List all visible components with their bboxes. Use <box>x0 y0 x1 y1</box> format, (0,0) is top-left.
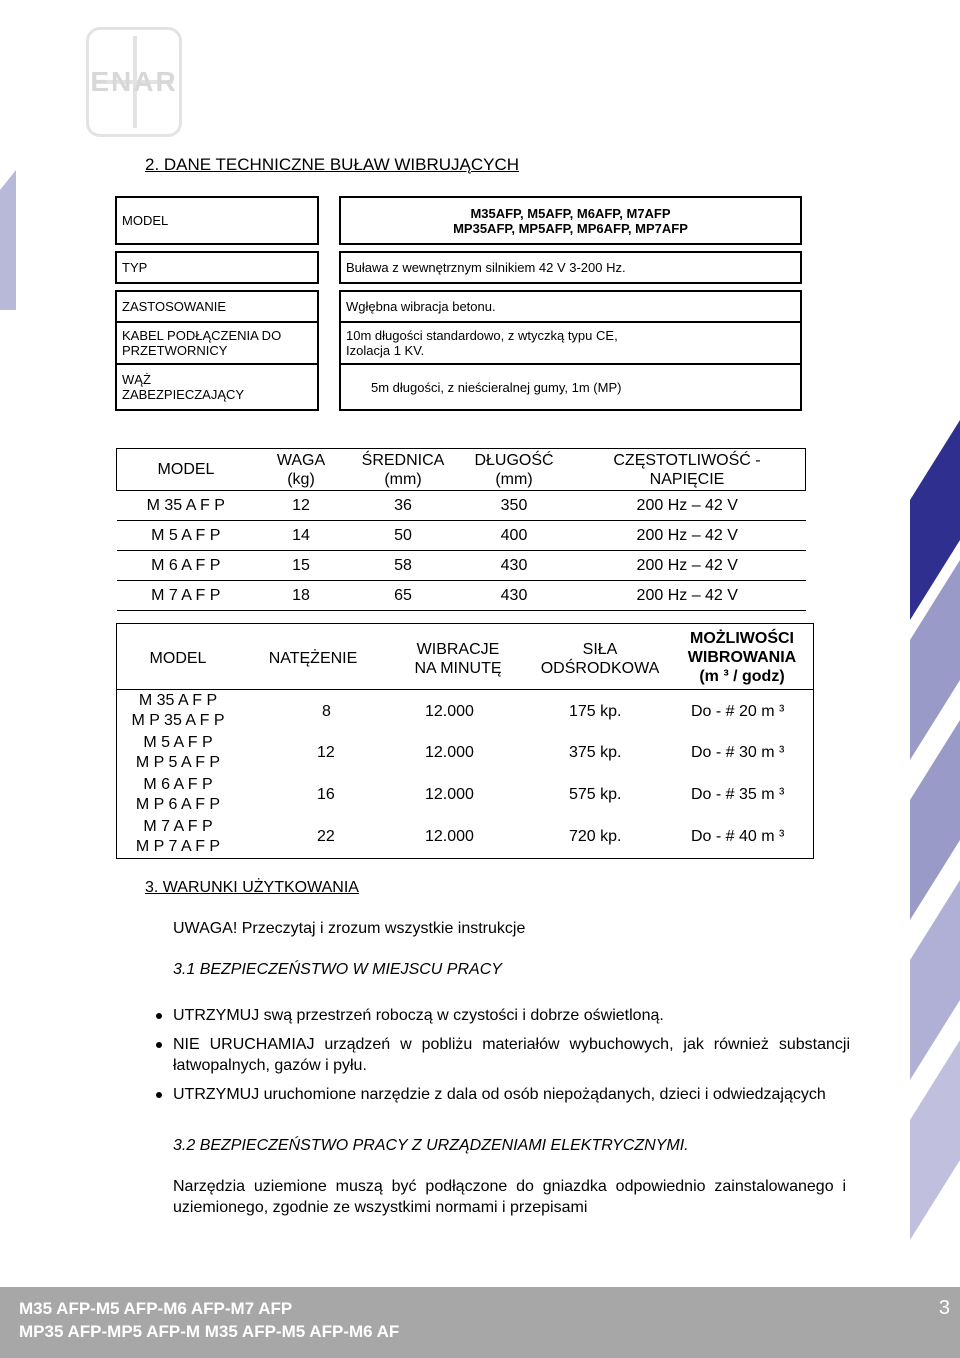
cell: 12.000 <box>425 703 474 720</box>
cell: 15 <box>292 556 310 574</box>
spec-value: Wgłębna wibracja betonu. <box>340 291 801 322</box>
section-3-title: 3. WARUNKI UŻYTKOWANIA <box>145 879 359 896</box>
table-row <box>117 581 806 611</box>
model-cell: M P 35 A F P <box>131 712 225 729</box>
spec-value: 5m długości, z nieścieralnej gumy, 1m (MP) <box>340 364 801 410</box>
footer-line-2: MP35 AFP-MP5 AFP-M M35 AFP-M5 AFP-M6 AF <box>19 1322 400 1341</box>
model-cell: M 5 A F P <box>143 734 213 751</box>
cell: 18 <box>292 586 310 604</box>
cell: 175 kp. <box>569 703 622 720</box>
cell: 65 <box>394 586 412 604</box>
col-header: DŁUGOŚĆ (mm) <box>474 451 554 488</box>
table-row <box>117 551 806 581</box>
spec-value: M35AFP, M5AFP, M6AFP, M7AFP MP35AFP, MP5AFP, MP6AFP, MP7AFP <box>340 197 801 244</box>
cell: 375 kp. <box>569 744 622 761</box>
spec-table <box>115 196 802 411</box>
model-cell: M P 7 A F P <box>135 838 221 855</box>
list-item-text: UTRZYMUJ swą przestrzeń roboczą w czystości i dobrze oświetloną. <box>173 1007 664 1024</box>
page-number: 3 <box>938 1297 950 1319</box>
cell: Do - # 30 m ³ <box>691 744 785 761</box>
dimensions-table <box>116 448 806 611</box>
cell: 200 Hz – 42 V <box>636 586 738 604</box>
cell: 16 <box>317 786 335 803</box>
list-item <box>150 1034 850 1076</box>
spec-label: KABEL PODŁĄCZENIA DO PRZETWORNICY <box>116 322 318 364</box>
right-decor-stripes <box>910 420 960 1290</box>
cell: 58 <box>394 556 412 574</box>
table-row <box>117 521 806 551</box>
cell: Do - # 35 m ³ <box>691 786 785 803</box>
col-header: WIBRACJE NA MINUTĘ <box>414 641 502 677</box>
spec-label: WĄŻ ZABEZPIECZAJĄCY <box>116 364 318 410</box>
spec-label: TYP <box>116 252 318 283</box>
cell: 350 <box>500 496 528 514</box>
model-cell: M 7 A F P <box>143 818 213 835</box>
list-item <box>150 1005 850 1026</box>
model-cell: M P 5 A F P <box>135 754 221 771</box>
warning-text: UWAGA! Przeczytaj i zrozum wszystkie instrukcje <box>173 920 526 937</box>
section-2-title: 2. DANE TECHNICZNE BUŁAW WIBRUJĄCYCH <box>145 155 520 174</box>
cell: M 6 A F P <box>151 556 221 574</box>
table-row <box>117 491 806 521</box>
cell: 12.000 <box>425 828 474 845</box>
cell: M 7 A F P <box>151 586 221 604</box>
cell: 22 <box>317 828 335 845</box>
cell: 430 <box>500 586 528 604</box>
cell: 575 kp. <box>569 786 622 803</box>
cell: M 5 A F P <box>151 526 221 544</box>
col-header: MODEL <box>149 650 207 667</box>
cell: 200 Hz – 42 V <box>636 556 738 574</box>
col-header: NATĘŻENIE <box>268 650 358 667</box>
cell: 12 <box>292 496 310 514</box>
cell: 50 <box>394 526 412 544</box>
cell: 12 <box>317 744 335 761</box>
footer-line-1: M35 AFP-M5 AFP-M6 AFP-M7 AFP <box>19 1299 293 1318</box>
cell: 12.000 <box>425 744 474 761</box>
list-item-text: UTRZYMUJ uruchomione narzędzie z dala od osób niepożądanych, dzieci i odwiedzających <box>173 1086 826 1103</box>
col-header: ŚREDNICA (mm) <box>361 451 445 488</box>
left-decor-stripe <box>0 150 16 310</box>
performance-table <box>116 623 814 859</box>
footer-bar <box>0 1287 960 1358</box>
spec-label: MODEL <box>116 197 318 244</box>
col-header: MOŻLIWOŚCI WIBROWANIA (m ³ / godz) <box>687 630 797 685</box>
cell: 8 <box>322 703 331 720</box>
spec-label: ZASTOSOWANIE <box>116 291 318 322</box>
logo <box>86 27 182 137</box>
spec-value: Buława z wewnętrznym silnikiem 42 V 3-200 Hz. <box>340 252 801 283</box>
cell: 200 Hz – 42 V <box>636 496 738 514</box>
model-cell: M P 6 A F P <box>135 796 221 813</box>
cell: 720 kp. <box>569 828 622 845</box>
model-cell: M 6 A F P <box>143 776 213 793</box>
col-header: CZĘSTOTLIWOŚĆ - NAPIĘCIE <box>613 451 761 488</box>
subsection-3-2: 3.2 BEZPIECZEŃSTWO PRACY Z URZĄDZENIAMI ELEKTRYCZNYMI. <box>173 1137 689 1154</box>
col-header: SIŁA ODŚRODKOWA <box>540 641 660 677</box>
list-item-text: NIE URUCHAMIAJ urządzeń w pobliżu materiałów wybuchowych, jak również substancji łatwopalnych, gazów i pyłu. <box>173 1036 850 1074</box>
col-header: MODEL <box>157 461 215 478</box>
subsection-3-1: 3.1 BEZPIECZEŃSTWO W MIEJSCU PRACY <box>173 961 502 978</box>
paragraph: Narzędzia uziemione muszą być podłączone do gniazdka odpowiednio zainstalowanego i uziemionego, zgodnie ze wszystkimi normami i przepisami <box>173 1178 846 1216</box>
cell: Do - # 20 m ³ <box>691 703 785 720</box>
cell: 14 <box>292 526 310 544</box>
cell: 400 <box>500 526 528 544</box>
cell: 12.000 <box>425 786 474 803</box>
spec-value: 10m długości standardowo, z wtyczką typu CE, Izolacja 1 KV. <box>340 322 801 364</box>
safety-list <box>150 1005 850 1105</box>
cell: M 35 A F P <box>146 496 225 514</box>
list-item <box>150 1084 850 1105</box>
logo-text: ENAR <box>90 66 178 97</box>
cell: 430 <box>500 556 528 574</box>
cell: Do - # 40 m ³ <box>691 828 785 845</box>
cell: 36 <box>394 496 412 514</box>
cell: 200 Hz – 42 V <box>636 526 738 544</box>
col-header: WAGA (kg) <box>276 451 326 488</box>
model-cell: M 35 A F P <box>138 692 218 709</box>
